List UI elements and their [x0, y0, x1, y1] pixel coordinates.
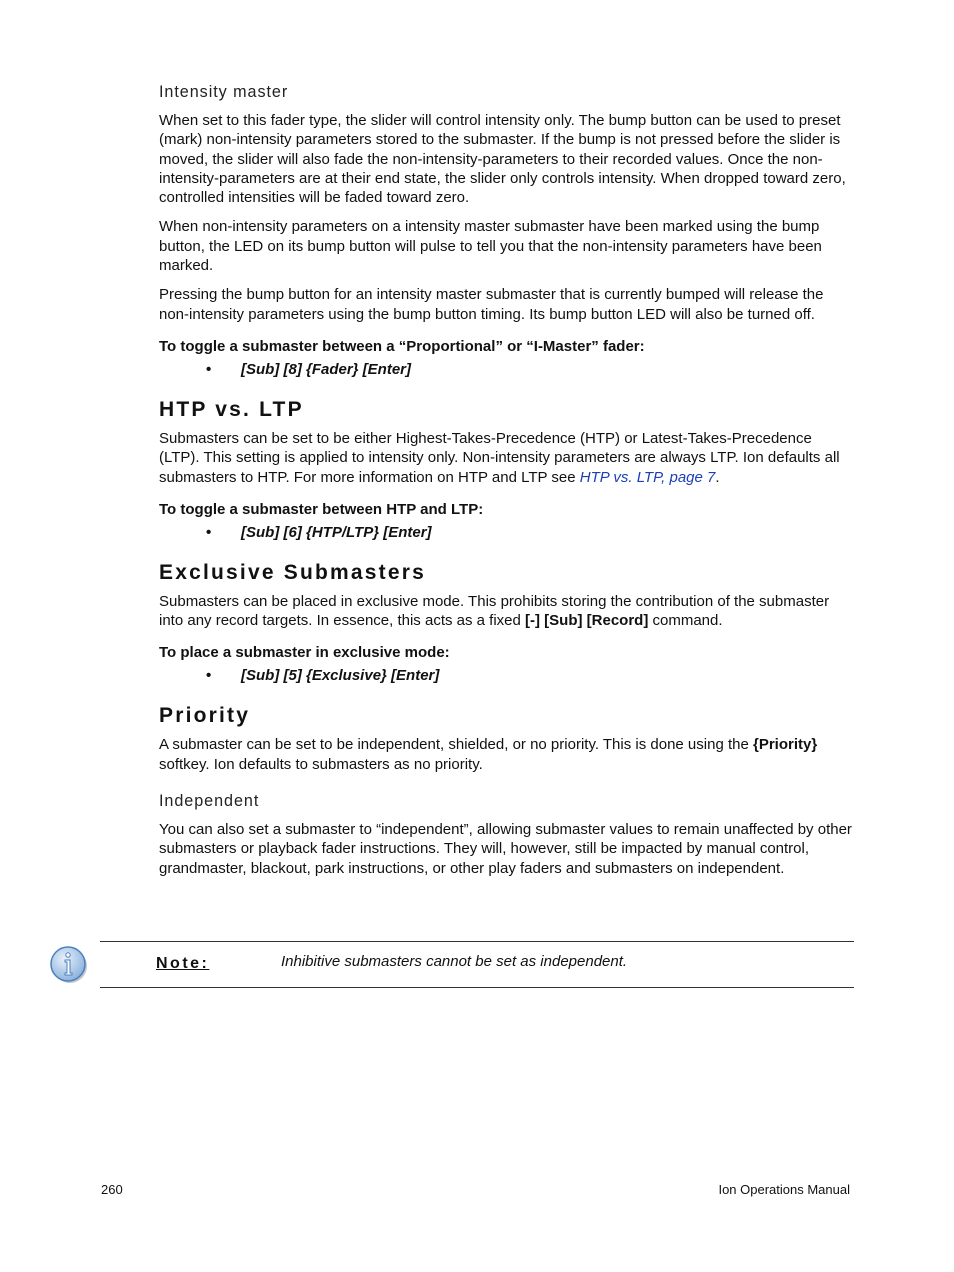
bullet-marker: •: [206, 523, 212, 541]
paragraph-text: Submasters can be placed in exclusive mode. This prohibits storing the contribution of the submaster into any record targets. In essence, this acts as a fixed: [159, 592, 830, 630]
command-bullet: [206, 667, 854, 685]
paragraph-text: Submasters can be set to be either Highest-Takes-Precedence (HTP) or Latest-Takes-Precedence (LTP). This setting is applied to intensity only. Non-intensity parameters are always LTP. Ion defaults all submasters to HTP. For more information on HTP and LTP see: [159, 429, 840, 486]
paragraph: When set to this fader type, the slider will control intensity only. The bump button can be used to preset (mark) non-intensity parameters stored to the submaster. If the bump is not pressed before the slider is moved, the slider will also fade the non-intensity-parameters to their recorded values. Once the non-intensity-parameters are at their end state, the slider only controls intensity. When dropped toward zero, controlled intensities will be faded toward zero.: [159, 112, 846, 207]
note-box: [100, 941, 854, 988]
paragraph-text: A submaster can be set to be independent, shielded, or no priority. This is done using the: [159, 736, 753, 754]
paragraph-end: command.: [648, 612, 723, 630]
command-bullet: [206, 360, 854, 378]
paragraph: You can also set a submaster to “independent”, allowing submaster values to remain unaffected by other submasters or playback fader instructions. They will, however, still be impacted by manual control, grandmaster, blackout, park instructions, or other play faders and submasters on independent.: [159, 821, 852, 877]
command-text: [Sub] [6] {HTP/LTP} [Enter]: [241, 523, 432, 541]
page-content: [159, 82, 854, 888]
section-heading-priority: Priority: [159, 704, 251, 728]
page-number: 260: [101, 1182, 123, 1197]
paragraph-end: .: [715, 468, 720, 486]
note-label: Note:: [156, 955, 210, 972]
instruction-heading: To toggle a submaster between a “Proportional” or “I-Master” fader:: [159, 337, 645, 355]
bullet-marker: •: [206, 667, 212, 685]
paragraph: When non-intensity parameters on a intensity master submaster have been marked using the bump button, the LED on its bump button will pulse to tell you that the non-intensity parameters have been marked.: [159, 218, 822, 275]
instruction-heading: To place a submaster in exclusive mode:: [159, 644, 450, 662]
command-text: [Sub] [8] {Fader} [Enter]: [241, 360, 412, 378]
paragraph: [159, 429, 854, 487]
softkey-inline: {Priority}: [752, 736, 818, 754]
note-text: Inhibitive submasters cannot be set as independent.: [281, 953, 628, 970]
command-text: [Sub] [5] {Exclusive} [Enter]: [241, 667, 440, 685]
info-icon: [48, 944, 88, 984]
instruction-heading: To toggle a submaster between HTP and LTP:: [159, 500, 484, 518]
subheading-independent: Independent: [159, 791, 260, 811]
command-inline: [-] [Sub] [Record]: [525, 612, 649, 630]
paragraph-end: softkey. Ion defaults to submasters as no priority.: [159, 755, 483, 773]
paragraph: [159, 592, 854, 631]
section-heading-exclusive: Exclusive Submasters: [159, 560, 426, 584]
subheading-intensity-master: Intensity master: [159, 82, 289, 101]
section-heading-htp-ltp: HTP vs. LTP: [159, 397, 304, 421]
bullet-marker: •: [206, 360, 212, 378]
paragraph: [159, 735, 854, 774]
command-bullet: [206, 523, 854, 541]
manual-title: Ion Operations Manual: [718, 1182, 850, 1197]
cross-reference-link[interactable]: HTP vs. LTP, page 7: [579, 468, 716, 486]
paragraph: Pressing the bump button for an intensity master submaster that is currently bumped will release the non-intensity parameters using the bump button timing. Its bump button LED will also be turned off.: [159, 286, 824, 323]
